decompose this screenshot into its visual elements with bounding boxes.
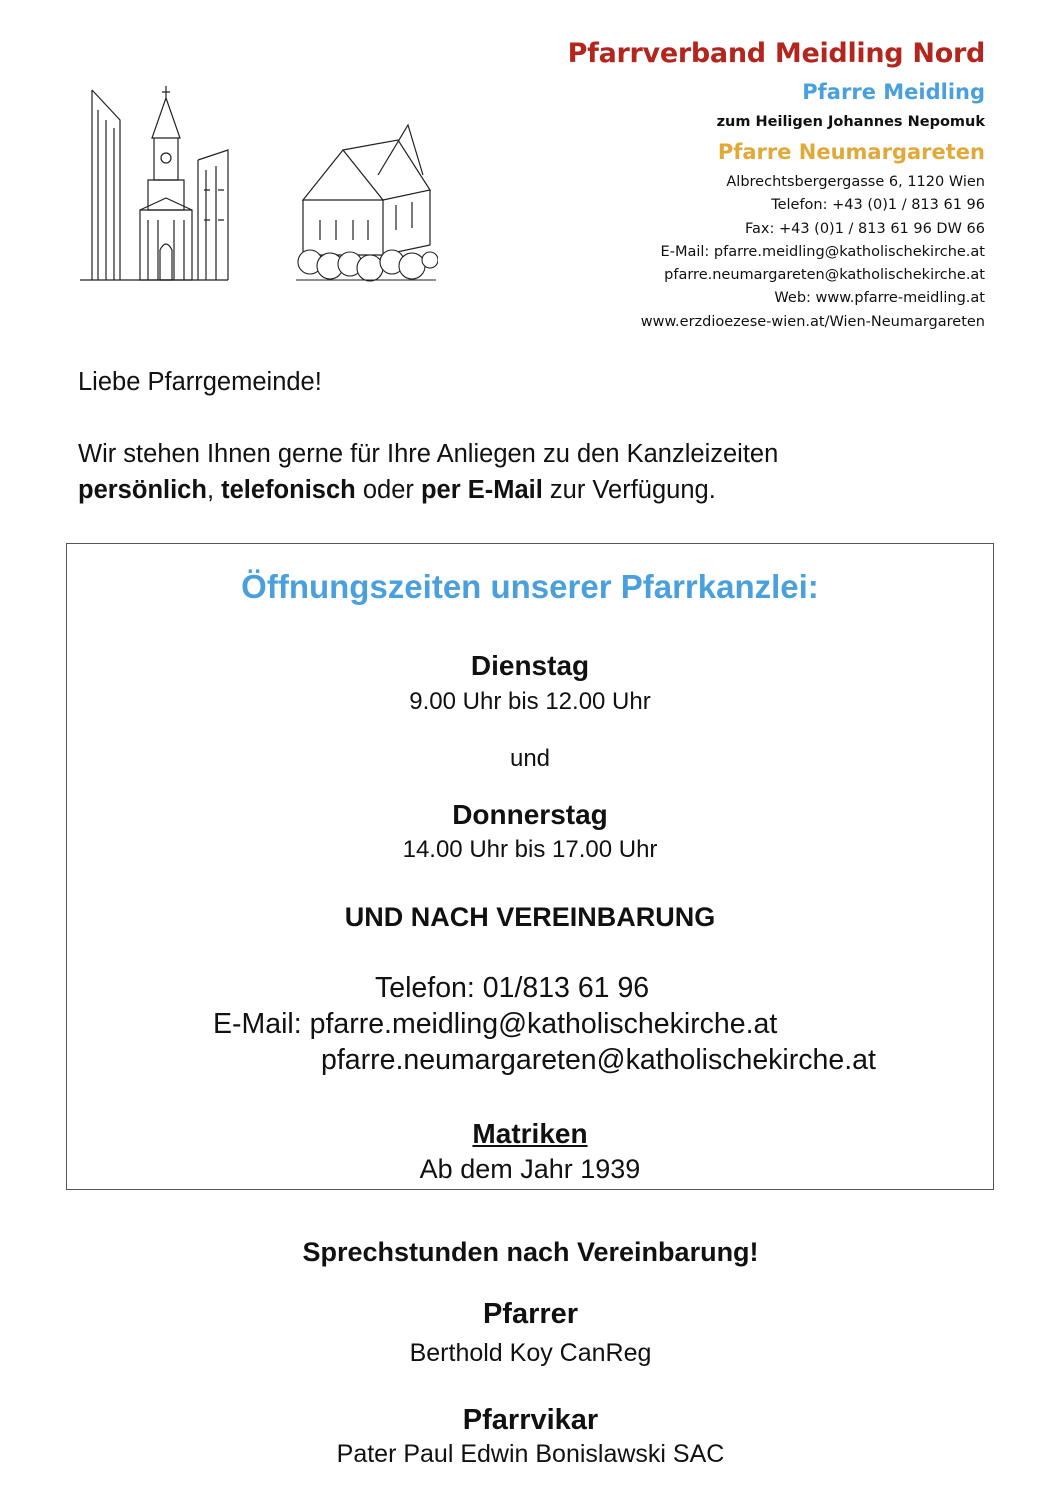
church-illustrations bbox=[78, 80, 438, 305]
neumargareten-church-sketch bbox=[303, 125, 430, 255]
contact-phone: Telefon: 01/813 61 96 bbox=[375, 972, 650, 1004]
parish-neumargareten: Pfarre Neumargareten bbox=[717, 140, 985, 164]
intro-text-line1: Wir stehen Ihnen gerne für Ihre Anliegen zu den Kanzleizeiten bbox=[78, 440, 779, 468]
opening-hours-title: Öffnungszeiten unserer Pfarrkanzlei: bbox=[241, 568, 819, 605]
role-vicar: Pfarrvikar bbox=[462, 1404, 599, 1436]
name-pastor: Berthold Koy CanReg bbox=[409, 1339, 652, 1367]
address: Albrechtsbergergasse 6, 1120 Wien bbox=[726, 174, 985, 190]
meidling-church-sketch bbox=[80, 86, 228, 280]
by-appointment: UND NACH VEREINBARUNG bbox=[344, 902, 716, 932]
contact-email-meidling: E-Mail: pfarre.meidling@katholischekirche.at bbox=[213, 1008, 778, 1040]
parish-meidling: Pfarre Meidling bbox=[802, 80, 985, 104]
intro bbox=[78, 364, 998, 508]
parish-meidling-subtitle: zum Heiligen Johannes Nepomuk bbox=[716, 114, 985, 130]
day-tuesday: Dienstag bbox=[470, 650, 590, 681]
role-pastor: Pfarrer bbox=[482, 1298, 579, 1330]
phone: Telefon: +43 (0)1 / 813 61 96 bbox=[771, 197, 985, 214]
time-thursday: 14.00 Uhr bis 17.00 Uhr bbox=[402, 836, 658, 863]
web-meidling: Web: www.pfarre-meidling.at bbox=[774, 290, 985, 307]
fax: Fax: +43 (0)1 / 813 61 96 DW 66 bbox=[744, 220, 985, 237]
day-thursday: Donnerstag bbox=[452, 799, 608, 830]
email-neumargareten: pfarre.neumargareten@katholischekirche.at bbox=[664, 267, 985, 284]
registers-title: Matriken bbox=[472, 1118, 588, 1149]
contact-email-neumargareten: pfarre.neumargareten@katholischekirche.at bbox=[321, 1044, 876, 1076]
greeting: Liebe Pfarrgemeinde! bbox=[78, 368, 322, 396]
org-name: Pfarrverband Meidling Nord bbox=[567, 38, 985, 69]
registers-text: Ab dem Jahr 1939 bbox=[419, 1154, 641, 1184]
email-meidling: E-Mail: pfarre.meidling@katholischekirche.at bbox=[660, 243, 985, 260]
bold-email: per E-Mail bbox=[420, 476, 543, 504]
consultation-heading: Sprechstunden nach Vereinbarung! bbox=[302, 1237, 759, 1267]
letterhead bbox=[568, 34, 985, 334]
time-tuesday: 9.00 Uhr bis 12.00 Uhr bbox=[409, 688, 651, 715]
bold-phone: telefonisch bbox=[221, 476, 356, 504]
bold-personal: persönlich bbox=[78, 476, 207, 504]
opening-hours-box bbox=[66, 543, 994, 1190]
name-vicar: Pater Paul Edwin Bonislawski SAC bbox=[336, 1440, 725, 1468]
and-text: und bbox=[509, 745, 551, 772]
intro-text-line2: persönlich, telefonisch oder per E-Mail zur Verfügung. bbox=[78, 476, 716, 504]
web-neumargareten: www.erzdioezese-wien.at/Wien-Neumargareten bbox=[640, 313, 985, 330]
